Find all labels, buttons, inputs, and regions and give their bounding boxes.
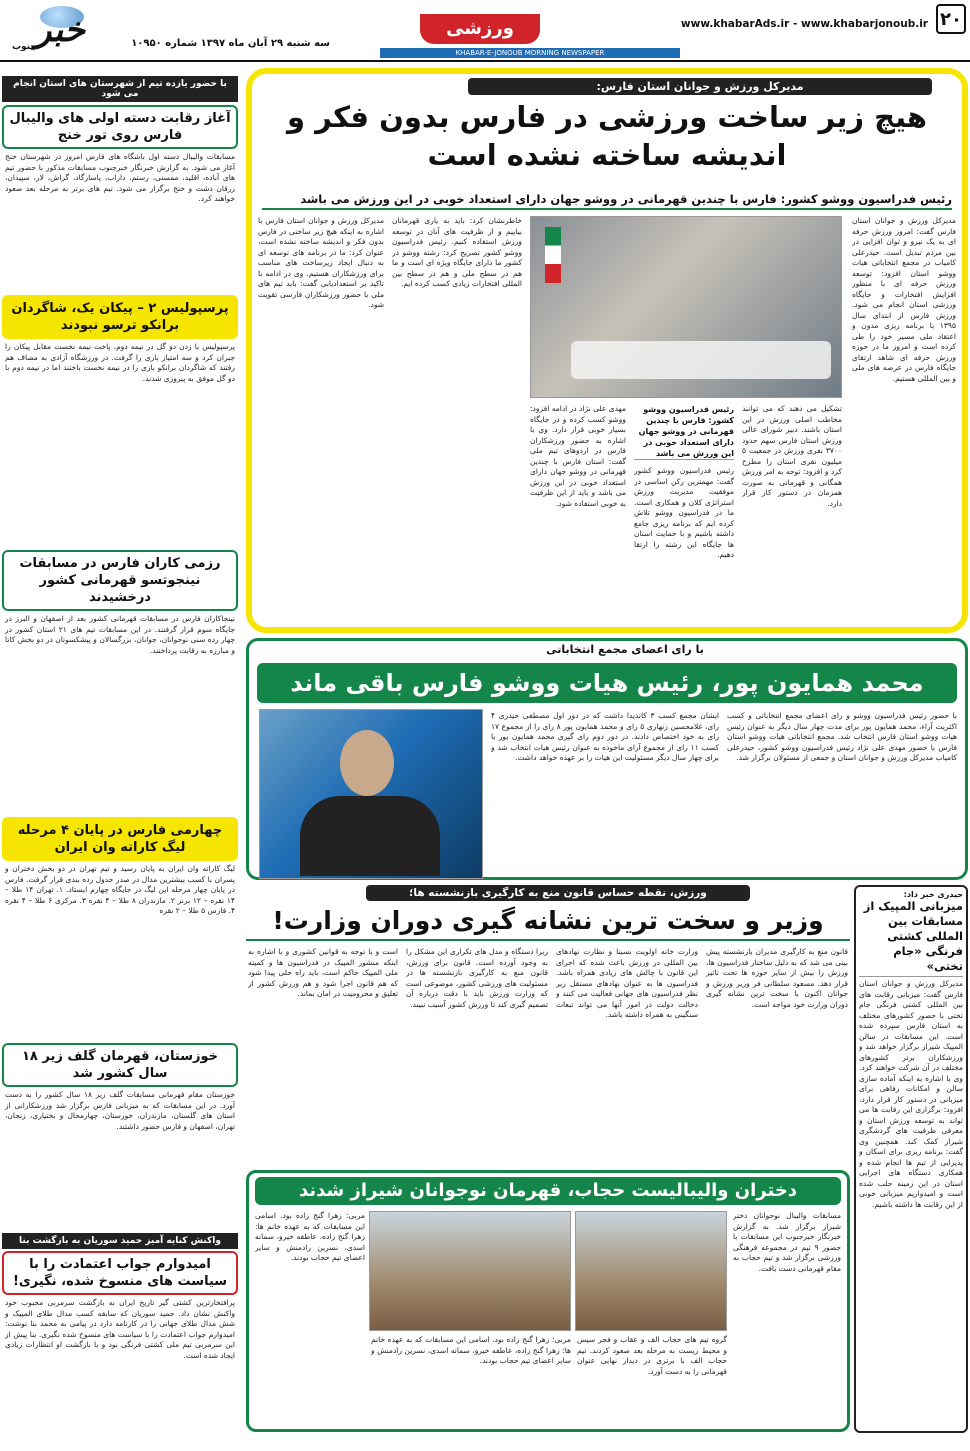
lead-kicker: مدیرکل ورزش و جوانان استان فارس:: [468, 78, 932, 95]
election-title: محمد همایون پور، رئیس هیات ووشو فارس باقی ماند: [257, 663, 957, 703]
lead-col-2: مدیرکل ورزش و جوانان استان فارس با اشاره به اینکه هیچ زیر ساختی در فارس بدون فکر و اندیشه ساخته نشده است، عنوان کرد: ما در برنامه های توسعه ای به دنبال ایجاد زیرساخت های مناسب برای ورزشکاران هستیم. وی در ادامه با تاکید بر استعدادیابی گفت: باید تیم های ملی با حضور ورزشکاران فارسی تقویت شود.: [258, 216, 384, 309]
flag-icon: [545, 227, 561, 283]
date-issue-line: سه شنبه ۲۹ آبان ماه ۱۳۹۷ شماره ۱۰۹۵۰: [131, 38, 330, 49]
lead-col-1: مدیرکل ورزش و جوانان استان فارس گفت: امروز ورزش حرفه ای به یک نیرو و توان افزایی در بین مردم تبدیل است. حیدرعلی کامیاب در مجمع انتخاباتی هیات ووشو استان افزود: توسعه ورزش حرفه ای با منظور افزایش افتخارات و جایگاه ورزشی استان انجام می شود. ورزش فارس از ابتدای سال ۱۳۹۵ با برنامه ریزی مدون و اعتقاد ملی مسیر خود را طی کرده است و امروز ما در حوزه ورزش حرفه ای شاهد ارتقای جایگاه فارس در عرصه های ملی و بین المللی هستیم.: [852, 216, 956, 383]
newspaper-logo: [6, 2, 116, 58]
volleyball-col-2: گروه تیم های حجاب الف و عقاب و فجر سیس و محیط زیست به مرحله بعد صعود کردند. تیم حجاب الف با برتری در دیدار نهایی عنوان قهرمانی را به دست آورد.: [577, 1335, 727, 1376]
sidebar-bottom-note: واکنش کنایه آمیز حمید سوریان به بازگشت بنا: [2, 1233, 238, 1249]
election-article: [246, 638, 968, 880]
sidebar-item-text: پرسپولیس با زدن دو گل در نیمه دوم، پاخت نیمه نخست مقابل پیکان را جبران کرد و سه امتیاز بازی را گرفت. در ورزشگاه آزادی به مصاف هم رفتند که شاگردان برانکو بازی را در نیمه نخست باختند اما در نیمه دوم با دو گل موفق به پیروزی شدند.: [5, 342, 235, 383]
sidebar-item-title: چهارمی فارس در پایان ۴ مرحله لیگ کاراته وان ایران: [2, 817, 238, 861]
sidebar-item: [2, 1043, 238, 1233]
sidebar-item-text: خوزستان مقام قهرمانی مسابقات گلف زیر ۱۸ سال کشور را به دست آورد. در این مسابقات که به میزبانی فارس برگزار شد ورزشکارانی از استان های گلستان، مازندران، خوزستان، چهارمحال و بختیاری، زنجان، تهران، اصفهان و فارس حضور داشتند.: [5, 1090, 236, 1131]
lead-col-3: تشکیل می دهند که می توانند مخاطب اصلی ورزش در این استان باشند. دبیر شورای عالی ورزش استان فارس سهم حدود ۳۷۰۰ نفری ورزش در جمعیت ۵ میلیون نفری استان را مطرح کرد و افزود: توجه به امر ورزش همگانی و قهرمانی به صورت همزمان در دستور کار قرار دارد.: [742, 404, 842, 508]
right-sidebar-author: حیدری خبر داد:: [903, 890, 963, 899]
lead-article: [246, 68, 968, 633]
website-urls: www.khabarAds.ir - www.khabarjonoub.ir: [680, 18, 928, 30]
election-col-1: با حضور رئیس فدراسیون ووشو و رای اعضای مجمع انتخاباتی و کسب اکثریت آراء، محمد همایون پور برای مدت چهار سال دیگر به عنوان رئیس هیات ووشو استان فارس انتخاب شد. مجمع انتخاباتی هیات ووشو استان فارس با حضور مهدی علی نژاد رئیس فدراسیون ووشو کشور، حیدرعلی کامیاب مدیرکل ورزش و جوانان استان و جمعی از مسئولان برگزار شد.: [727, 711, 957, 762]
sidebar-item: [2, 817, 238, 1043]
portrait-suit: [300, 796, 440, 876]
law-col-3: زیرا دستگاه و مدل های تکراری این مشکل را به وجود آورده است. قانون برای ورزش، قانون منع به کارگیری بازنشسته ها در مسئولیت های ورزشی کشور، موضوعی است که وزارت ورزش باید با دقت درباره آن تصمیم گیری کند تا ورزش کشور آسیب نبیند.: [406, 947, 548, 1009]
lead-photo-caption: رئیس فدراسیون ووشو کشور: فارس با چندین قهرمانی در ووشو جهان دارای استعداد خوبی در این ورزش می باشد: [634, 404, 734, 460]
sidebar-item-text: نینجاکاران فارس در مسابقات قهرمانی کشور بعد از اصفهان و البرز در جایگاه سوم قرار گرفتند. در این مسابقات تیم های ۲۱ استان کشور در چهار رده سنی نوجوانان، جوانان، بزرگسالان و پیشکسوتان در دو بخش کاتا و مبارزه به رقابت پرداختند.: [5, 614, 235, 655]
lead-col-4: رئیس فدراسیون ووشو کشور گفت: مهمترین رکن اساسی در موفقیت مدیریت ورزش استراتژی کلان و همکاری است. ما در فدراسیون ووشو تلاش کرده ایم که برنامه ریزی جامع داشته باشیم و با حمایت استان ها جایگاه این رشته را ارتقا دهیم.: [634, 466, 734, 559]
sidebar-item: [2, 105, 238, 295]
law-col-4: است و با توجه به قوانین کشوری و با اشاره به اینکه منشور المپیک در فدراسیون ها و کمیته ملی المپیک حاکم است، باید راه حلی پیدا شود که هم قانون اجرا شود و هم ورزش کشور از تعلیق و محرومیت در امان بماند.: [248, 947, 398, 998]
lead-subtitle: رئیس فدراسیون ووشو کشور: فارس با چندین قهرمانی در ووشو جهان دارای استعداد خوبی در این ورزش می باشد: [262, 192, 952, 210]
left-sidebar: [2, 76, 238, 1432]
sidebar-bottom-text: پرافتخارترین کشتی گیر تاریخ ایران به بازگشت سرمربی محبوب خود واکنش نشان داد. حمید سوریان که سابقه کسب مدال طلای المپیک و شش مدال طلای جهانی را در کارنامه دارد در پیامی به محمد بنا نوشت: امیدوارم جواب اعتمادت را با سیاست های منسوخ شده نگیری. بنا پیش از این سرمربی تیم ملی کشتی فرنگی بود و با بازگشت او انتظارات زیادی ایجاد شده است.: [5, 1298, 235, 1360]
sidebar-item-text: مسابقات والیبال دسته اول باشگاه های فارس امروز در شهرستان خنج آغاز می شود. به گزارش خبرنگار خبرجنوب مسابقات مذکور با حضور تیم های آباده، اقلید، ممسنی، رستم، داراب، پاسارگاد، گراش، لار، سپیدان، زرقان دشت و خنج برگزار می شود. تیم های برتر به مرحله بعد صعود خواهند کرد.: [5, 152, 235, 203]
volleyball-photo-1: [575, 1211, 727, 1331]
volleyball-col-4: مربی: زهرا گنج زاده بود. اسامی این مسابقات که به عهده خانم ها: زهرا گنج زاده، عاطفه خیرو، سمانه اسدی، نسرین رادمنش و سایر اعضای تیم حجاب بودند.: [255, 1211, 365, 1262]
lead-title: هیچ زیر ساخت ورزشی در فارس بدون فکر و اندیشه ساخته نشده است: [286, 100, 928, 172]
volleyball-title: دختران والیبالیست حجاب، قهرمان نوجوانان شیراز شدند: [255, 1177, 841, 1205]
sidebar-item-title: خوزستان، قهرمان گلف زیر ۱۸ سال کشور شد: [2, 1043, 238, 1087]
election-portrait: [259, 709, 483, 879]
meeting-table: [571, 341, 831, 379]
election-kicker: با رای اعضای مجمع انتخاباتی: [445, 643, 805, 656]
lead-photo: [530, 216, 842, 398]
sidebar-item-title: رزمی کاران فارس در مسابقات نینجوتسو قهرمانی کشور درخشیدند: [2, 550, 238, 611]
sidebar-item: [2, 550, 238, 817]
volleyball-article: [246, 1170, 850, 1432]
masthead: [0, 0, 970, 62]
sidebar-item-text: لیگ کاراته وان ایران به پایان رسید و تیم تهران در دو بخش دختران و پسران با کسب بیشترین مدال در صدر جدول رده بندی قرار گرفت. فارس در پایان چهار مرحله این لیگ در جایگاه چهارم ایستاد. ۱. تهران ۱۴ طلا – ۱۴ نقره – ۱۲ برنز ۲. مازندران ۸ طلا – ۴ نقره ۳. مرکزی ۶ طلا – ۴ نقره ۴. فارس ۵ طلا – ۲ نقره: [5, 864, 235, 915]
page-number: ۲۰: [936, 4, 966, 34]
law-col-1: قانون منع به کارگیری مدیران بازنشسته پیش بینی می شد که به دلیل ساختار فدراسیون ها، ورزش را بیش از سایر حوزه ها تحت تاثیر قرار دهد. مسعود سلطانی فر وزیر ورزش و جوانان اکنون با سخت ترین نشانه گیری دوران وزارت خود مواجه است.: [706, 947, 848, 1009]
lead-col-5: مهدی علی نژاد در ادامه افزود: ووشو کسب کرده و در جایگاه بسیار خوبی قرار دارد. وی با اشاره به حضور ورزشکاران فارس در اردوهای تیم ملی گفت: استان فارس با چندین قهرمانی در ووشو جهان دارای استعداد خوبی در این ورزش می باشد و باید از این ظرفیت به خوبی استفاده شود.: [530, 404, 626, 508]
right-sidebar-text: مدیرکل ورزش و جوانان استان فارس گفت: میزبانی رقابت های بین المللی کشتی فرنگی جام تختی با حضور کشورهای مختلف به استان فارس سپرده شده است. این مسابقات در سالن المپیک شیراز برگزار خواهد شد و ورزشکاران برتر کشورهای مختلف در آن شرکت خواهند کرد. وی با اشاره به اینکه آماده سازی سالن و امکانات رفاهی برای میزبانی در دستور کار قرار دارد، افزود: برگزاری این رقابت ها می تواند به توسعه ورزش استان و معرفی ظرفیت های گردشگری شیراز کمک کند. همچنین وی گفت: برنامه ریزی برای اسکان و پذیرایی از تیم ها انجام شده و همکاری دستگاه های اجرایی استان در این زمینه جلب شده است و امیدواریم میزبانی خوبی از این رقابت ها داشته باشیم.: [859, 979, 963, 1209]
right-sidebar-title: میزبانی المپیک از مسابقات بین المللی کشتی فرنگی «جام تختی»: [859, 899, 963, 977]
law-kicker: ورزش، نقطه حساس قانون منع به کارگیری بازنشسته ها؛: [366, 885, 750, 901]
sidebar-item-title: پرسپولیس ۲ – پیکان یک، شاگردان برانکو ترسو نبودند: [2, 295, 238, 339]
section-tab: ورزشی: [420, 14, 540, 44]
sidebar-item-title: آغاز رقابت دسته اولی های والیبال فارس روی تور خنج: [2, 105, 238, 149]
sidebar-item: [2, 295, 238, 550]
volleyball-col-1: مسابقات والیبال نوجوانان دختر شیراز برگزار شد. به گزارش خبرنگار خبرجنوب این مسابقات با حضور ۹ تیم در مجموعه فرهنگی ورزشی برگزار شد و تیم حجاب به مقام قهرمانی دست یافت.: [733, 1211, 841, 1273]
lead-col-6: خاطرنشان کرد: باید به یاری قهرمانان بیاییم و از ظرفیت های آنان در توسعه ورزش استفاده کنیم. رئیس فدراسیون ووشو کشور تصریح کرد: رشته ووشو در کشور ما دارای جایگاه ویژه ای است و ما هم در سطح ملی و هم در سطح بین المللی افتخارات زیادی کسب کرده ایم.: [392, 216, 522, 288]
logo-sub: جنوب: [12, 42, 37, 52]
logo-main: خبر: [34, 10, 86, 50]
sidebar-bottom-title: امیدوارم جواب اعتمادت را با سیاست های منسوخ شده، نگیری!: [2, 1251, 238, 1295]
law-col-2: وزارت خانه اولویت نسبتا و نظارت نهادهای بین المللی در ورزش باعث شده که اجرای این قانون با چالش های زیادی همراه باشد. فدراسیون ها به عنوان نهادهای مستقل زیر نظر فدراسیون های جهانی فعالیت می کنند و دخالت دولت در امور آنها می تواند تبعات سنگینی به همراه داشته باشد.: [556, 947, 698, 1019]
law-article: [246, 885, 850, 1167]
volleyball-col-3: مربی: زهرا گنج زاده بود. اسامی این مسابقات که به عهده خانم ها: زهرا گنج زاده، عاطفه خیرو، سمانه اسدی، نسرین رادمنش و سایر اعضای تیم حجاب بودند.: [371, 1335, 571, 1365]
election-col-2: ایشان مجمع کسب ۳ کاندیدا داشت که در دور اول مصطفی حیدری ۴ رای، غلامحسین زنهاری ۵ رای و محمد همایون پور ۸ رای را از مجموع ۱۷ رای به خود اختصاص دادند. در دور دوم رای گیری محمد همایون پور با کسب ۱۱ رای از مجموع آرای ماخوذه به عنوان رئیس هیات انتخاب شد و برای چهار سال دیگر مسئولیت این هیات را بر عهده خواهد داشت.: [491, 711, 719, 762]
volleyball-photo-2: [369, 1211, 571, 1331]
sidebar-top-note: با حضور یازده تیم از شهرستان های استان انجام می شود: [2, 76, 238, 102]
law-title: وزیر و سخت ترین نشانه گیری دوران وزارت!: [246, 903, 850, 941]
newspaper-latin-title: KHABAR-E-JONOUB MORNING NEWSPAPER: [380, 48, 680, 58]
portrait-head: [340, 730, 394, 796]
right-sidebar: [854, 885, 968, 1433]
